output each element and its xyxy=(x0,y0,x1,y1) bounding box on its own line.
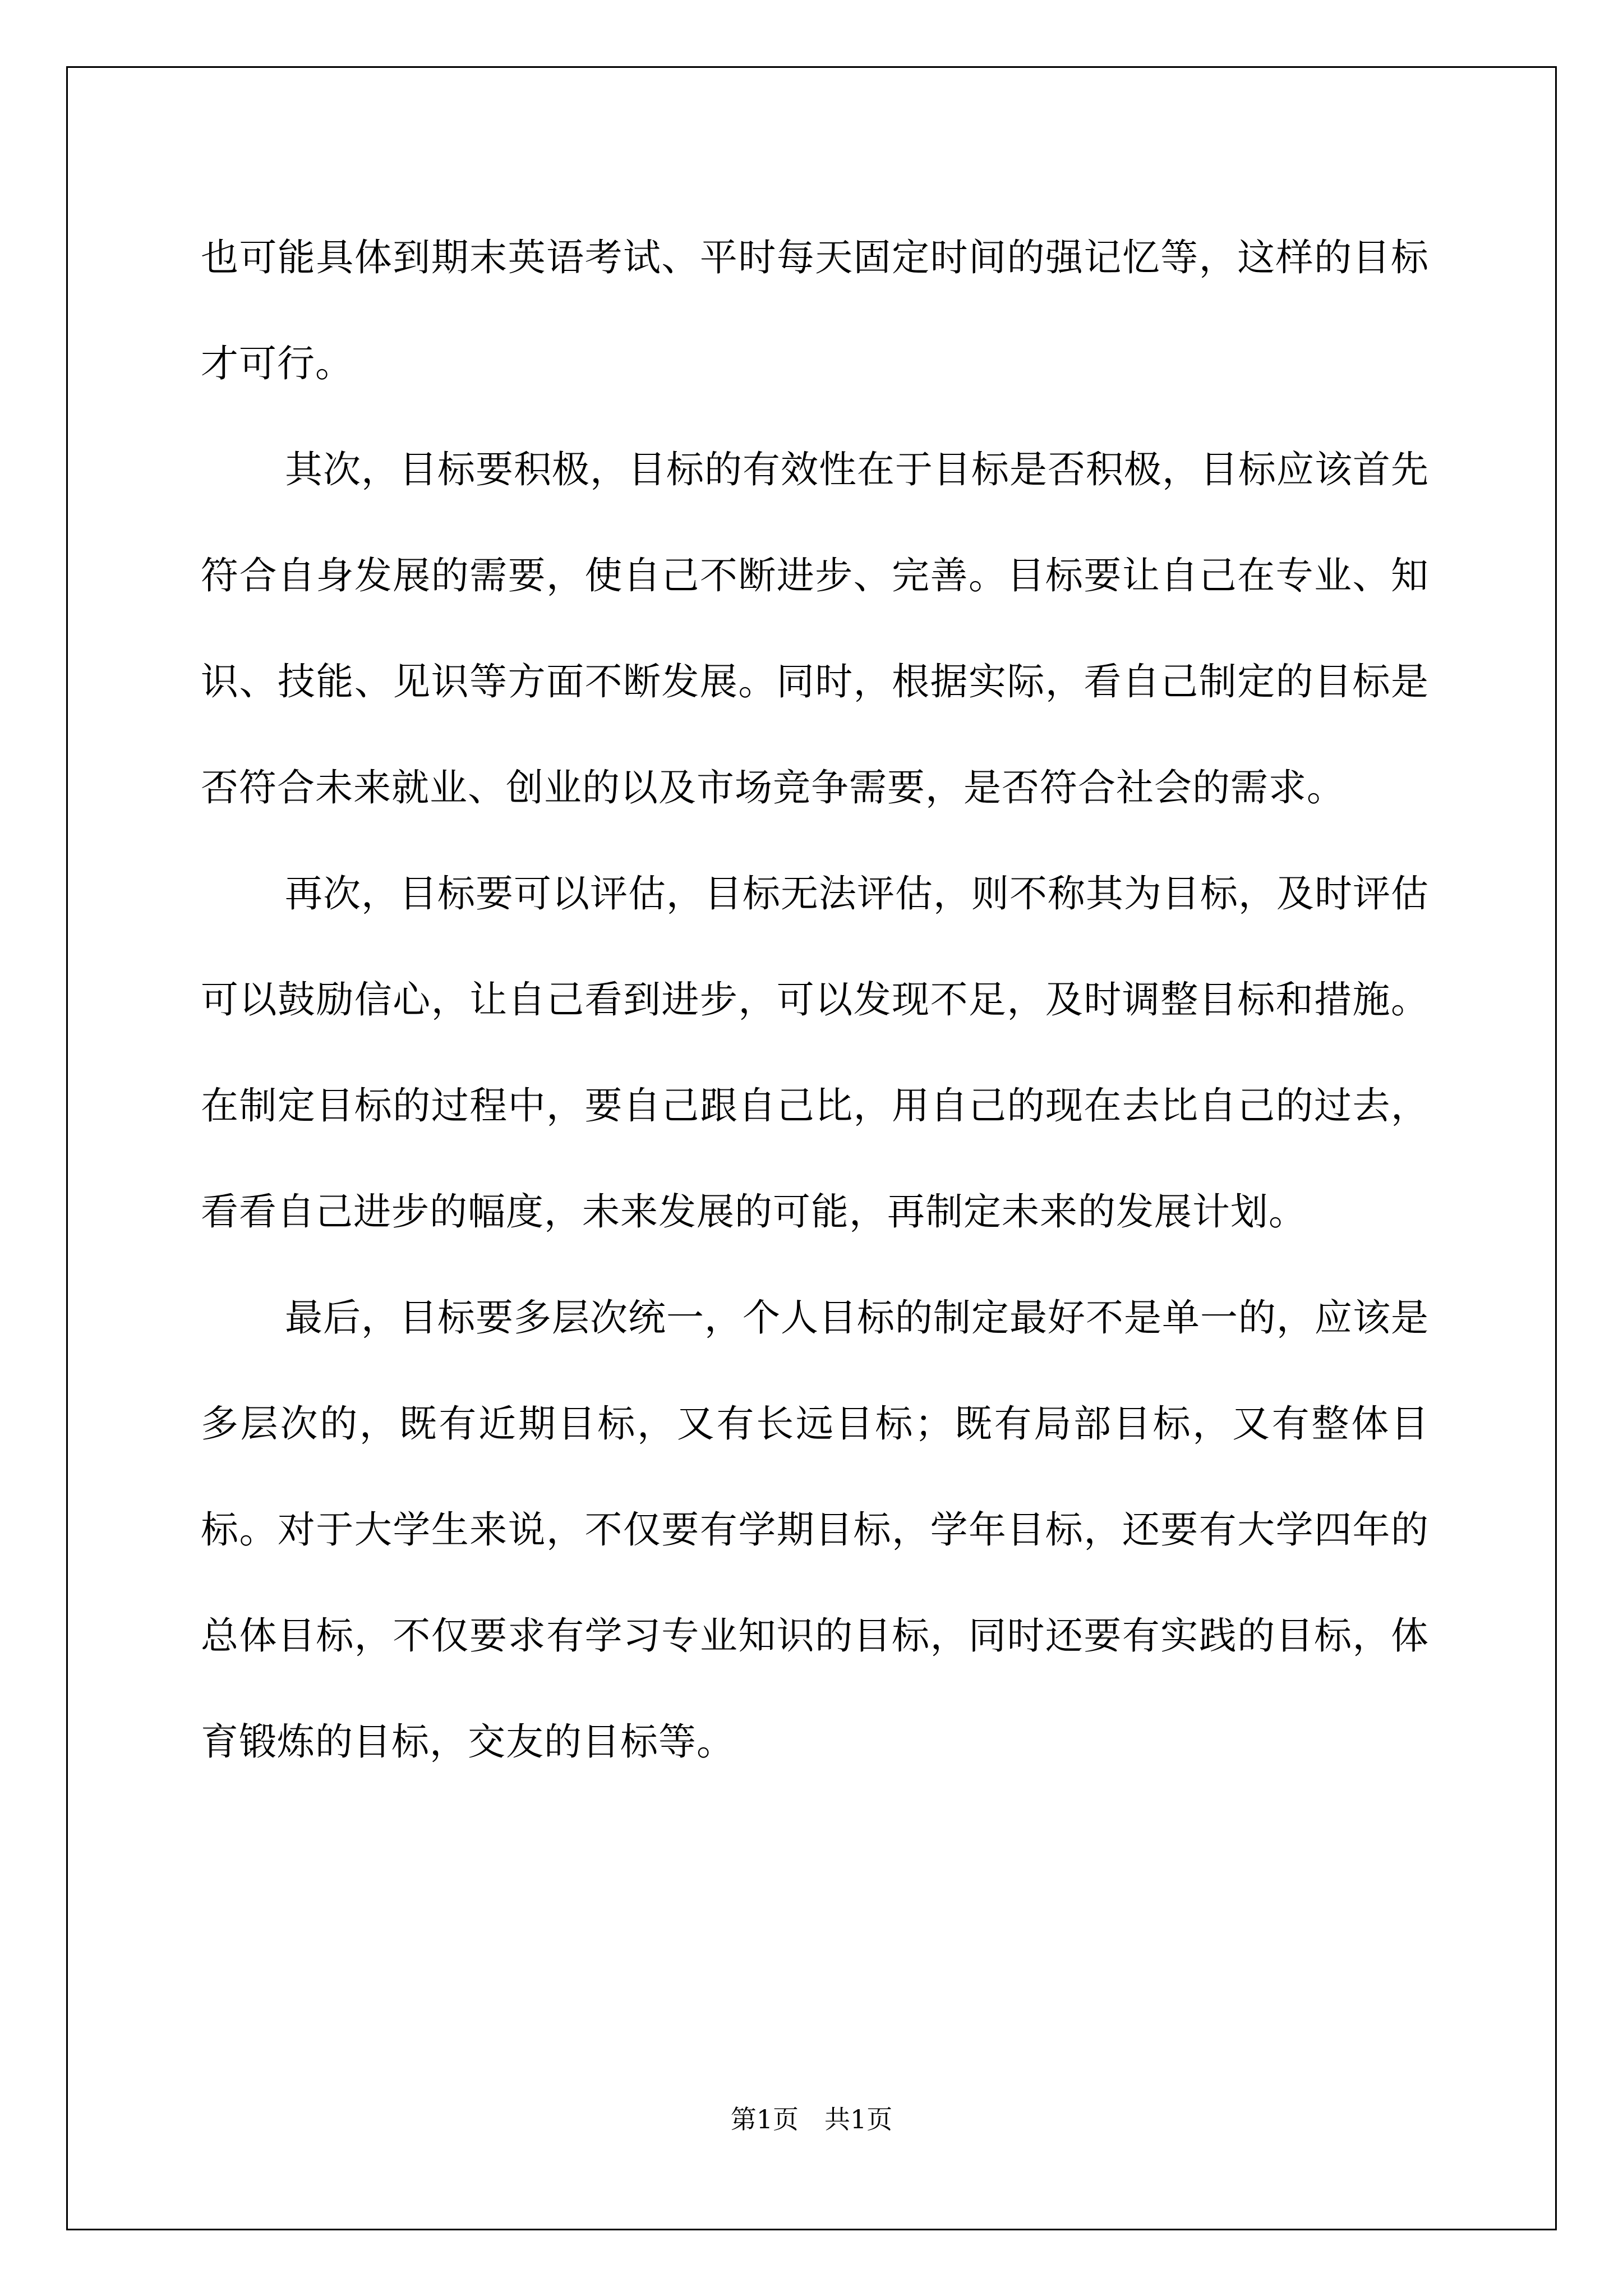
paragraph-3: 再次，目标要可以评估，目标无法评估，则不称其为目标，及时评估可以鼓励信心，让自己看到进步，可以发现不足，及时调整目标和措施。在制定目标的过程中，要自己跟自己比，用自己的现在去比自己的过去，看看自己进步的幅度，未来发展的可能，再制定未来的发展计划。 xyxy=(201,872,1429,1234)
paragraph-4: 最后，目标要多层次统一，个人目标的制定最好不是单一的，应该是多层次的，既有近期目标，又有长远目标；既有局部目标，又有整体目标。对于大学生来说，不仅要有学期目标，学年目标，还要有大学四年的总体目标，不仅要求有学习专业知识的目标，同时还要有实践的目标，体育锻炼的目标，交友的目标等。 xyxy=(201,1296,1429,1764)
paragraph-2: 其次，目标要积极，目标的有效性在于目标是否积极，目标应该首先符合自身发展的需要，使自己不断进步、完善。目标要让自己在专业、知识、技能、见识等方面不断发展。同时，根据实际，看自己制定的目标是否符合未来就业、创业的以及市场竞争需要，是否符合社会的需求。 xyxy=(201,448,1429,809)
page-footer: 第1页 共1页 xyxy=(730,2104,893,2134)
document-body xyxy=(201,205,1429,1795)
paragraph-1: 也可能具体到期末英语考试、平时每天固定时间的强记忆等，这样的目标才可行。 xyxy=(201,236,1429,385)
